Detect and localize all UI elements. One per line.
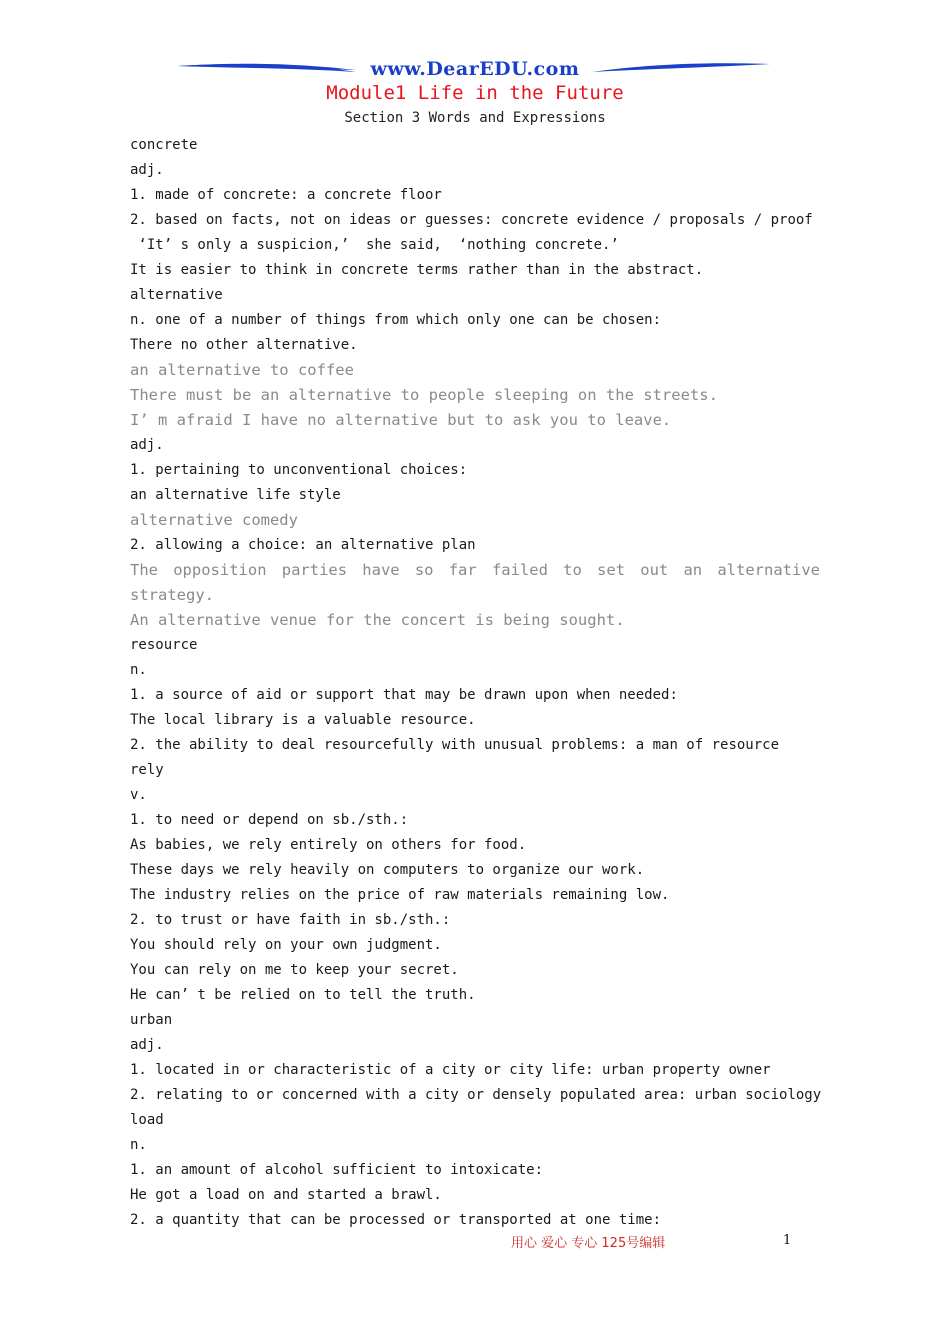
part-of-speech: adj. [130, 162, 164, 178]
example-line: alternative comedy [130, 511, 298, 529]
entry-word: rely [130, 762, 164, 778]
example-line: The local library is a valuable resource. [130, 712, 476, 728]
part-of-speech: n. [130, 1137, 147, 1153]
part-of-speech: adj. [130, 1037, 164, 1053]
part-of-speech: adj. [130, 437, 164, 453]
definition-line: 2. a quantity that can be processed or transported at one time: [130, 1212, 662, 1228]
example-line: The industry relies on the price of raw materials remaining low. [130, 887, 670, 903]
entry-word: urban [130, 1012, 173, 1028]
example-line: The opposition parties have so far failed to set out an alternative [130, 561, 820, 579]
example-line: ‘It’ s only a suspicion,’ she said, ‘nothing concrete.’ [130, 237, 619, 253]
example-line: As babies, we rely entirely on others for food. [130, 837, 527, 853]
entry-word: alternative [130, 287, 223, 303]
example-line: He can’ t be relied on to tell the truth. [130, 987, 476, 1003]
site-logo: www.DearEDU.com [370, 58, 580, 80]
document-body [130, 133, 820, 1233]
part-of-speech: n. [130, 662, 147, 678]
definition-line: 2. to trust or have faith in sb./sth.: [130, 912, 451, 928]
definition-line: 1. pertaining to unconventional choices: [130, 462, 468, 478]
entry-word: load [130, 1112, 164, 1128]
page-title: Module1 Life in the Future [326, 82, 624, 104]
page-subtitle: Section 3 Words and Expressions [344, 110, 606, 126]
example-line: An alternative venue for the concert is being sought. [130, 611, 625, 629]
example-line: These days we rely heavily on computers to organize our work. [130, 862, 645, 878]
entry-word: concrete [130, 137, 198, 153]
example-line: There must be an alternative to people sleeping on the streets. [130, 386, 718, 404]
definition-line: 2. the ability to deal resourcefully with unusual problems: a man of resource [130, 737, 780, 753]
page-number: 1 [783, 1233, 792, 1248]
example-line: an alternative life style [130, 487, 341, 503]
definition-line: 2. relating to or concerned with a city or densely populated area: urban sociology [130, 1087, 822, 1103]
example-line: There no other alternative. [130, 337, 358, 353]
definition-line: 1. to need or depend on sb./sth.: [130, 812, 409, 828]
definition-line: n. one of a number of things from which only one can be chosen: [130, 312, 662, 328]
part-of-speech: v. [130, 787, 147, 803]
example-line: I’ m afraid I have no alternative but to ask you to leave. [130, 411, 672, 429]
example-line: an alternative to coffee [130, 361, 354, 379]
example-line: strategy. [130, 586, 214, 604]
definition-line: 1. located in or characteristic of a city or city life: urban property owner [130, 1062, 771, 1078]
entry-word: resource [130, 637, 198, 653]
definition-line: 1. made of concrete: a concrete floor [130, 187, 442, 203]
definition-line: 1. a source of aid or support that may be drawn upon when needed: [130, 687, 678, 703]
example-line: You can rely on me to keep your secret. [130, 962, 459, 978]
definition-line: 1. an amount of alcohol sufficient to intoxicate: [130, 1162, 544, 1178]
example-line: He got a load on and started a brawl. [130, 1187, 442, 1203]
definition-line: 2. based on facts, not on ideas or guesses: concrete evidence / proposals / proof [130, 212, 813, 228]
example-line: It is easier to think in concrete terms rather than in the abstract. [130, 262, 704, 278]
definition-line: 2. allowing a choice: an alternative plan [130, 537, 476, 553]
footer-text: 用心 爱心 专心 125号编辑 [511, 1236, 666, 1251]
example-line: You should rely on your own judgment. [130, 937, 442, 953]
